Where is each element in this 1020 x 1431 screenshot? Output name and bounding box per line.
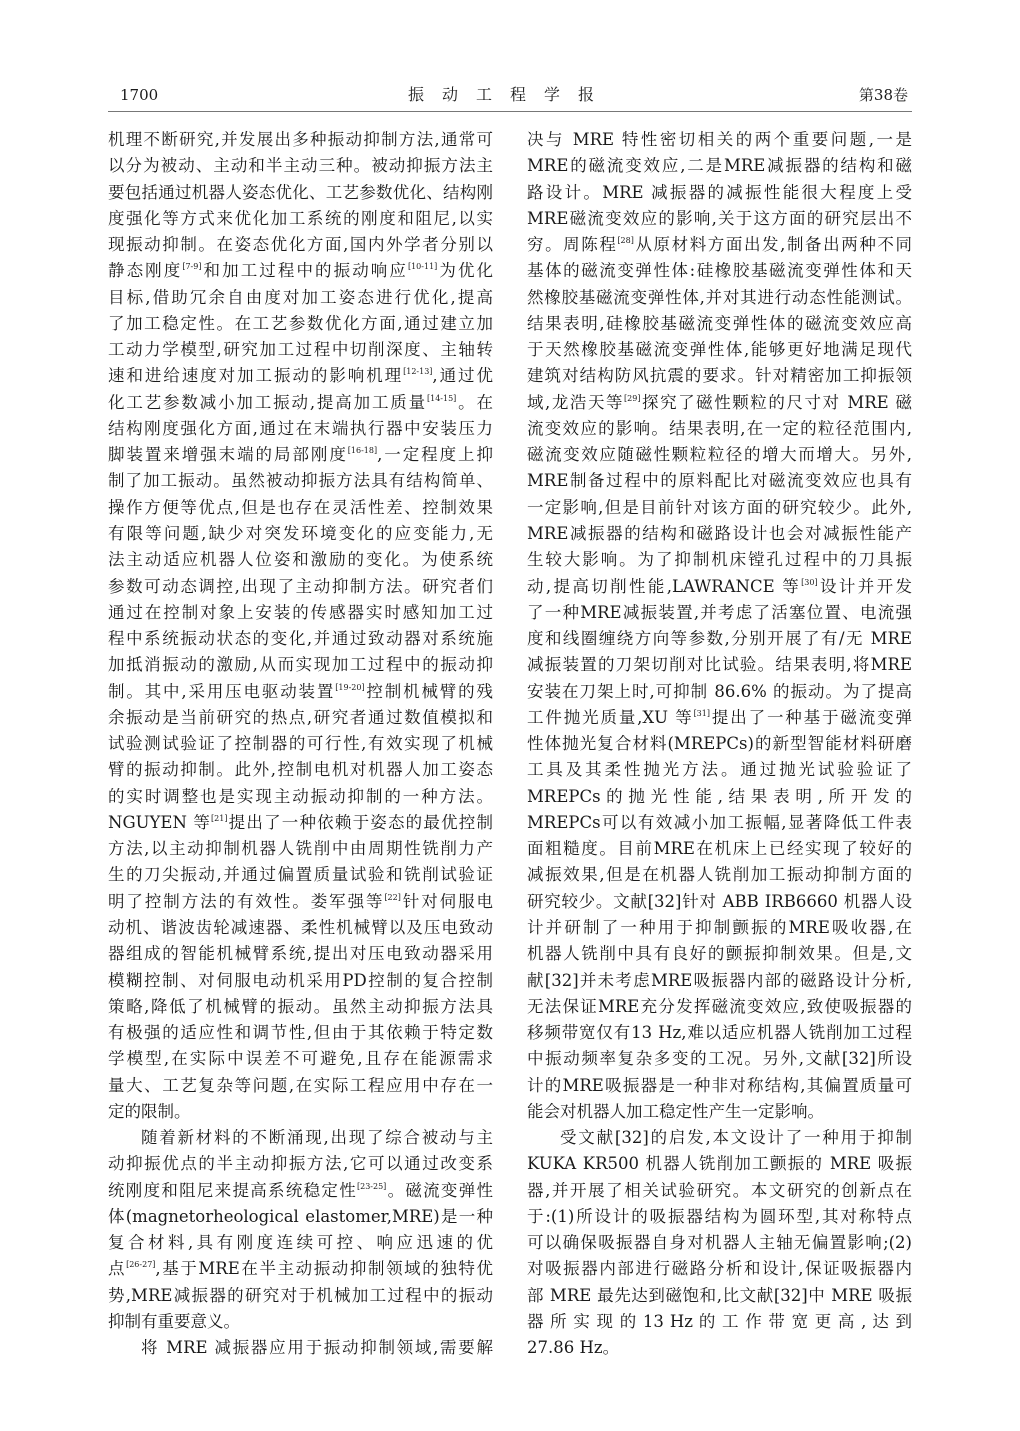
text-segment: 于:(1)所设计的吸振器结构为圆环型,其对称特点 <box>527 1206 912 1226</box>
citation-superscript: [16-18] <box>347 446 378 456</box>
text-line <box>527 232 912 258</box>
text-segment: 器组成的智能机械臂系统,提出对压电致动器采用 <box>108 944 493 964</box>
text-segment: 路设计。MRE 减振器的减振性能很大程度上受 <box>527 182 912 202</box>
text-line <box>108 1046 493 1072</box>
text-segment: 了加工稳定性。在工艺参数优化方面,通过建立加 <box>108 313 493 333</box>
text-line <box>527 889 912 915</box>
text-segment: 受文献[32]的启发,本文设计了一种用于抑制 <box>560 1128 912 1148</box>
citation-superscript: [26-27] <box>126 1260 156 1270</box>
text-line <box>108 1309 493 1335</box>
text-line <box>527 1204 912 1230</box>
text-line <box>527 258 912 284</box>
text-segment: ,一定程度上抑 <box>377 445 493 465</box>
citation-superscript: [31] <box>693 708 710 718</box>
text-segment: MRE磁流变效应的影响,关于这方面的研究层出不 <box>527 208 912 228</box>
citation-superscript: [22] <box>384 892 401 902</box>
text-segment: MREPCs可以有效减小加工振幅,显著降低工件表 <box>527 812 912 832</box>
text-segment: 有限等问题,缺少对突发环境变化的应变能力,无 <box>108 523 493 543</box>
text-segment: 可以确保吸振器自身对机器人主轴无偏置影响;(2) <box>527 1233 912 1253</box>
text-segment: 明了控制方法的有效性。娄军强等 <box>108 891 385 911</box>
text-segment: MREPCs 的 抛 光 性 能 , 结 果 表 明 , 所 开 发 的 <box>527 786 912 806</box>
text-line <box>527 363 912 389</box>
text-line <box>108 731 493 757</box>
text-segment: 以分为被动、主动和半主动三种。被动抑振方法主 <box>108 156 493 176</box>
text-segment: 磁流变效应随磁性颗粒粒径的增大而增大。另外, <box>527 445 912 465</box>
text-segment: 静态刚度 <box>108 261 183 281</box>
text-segment: 速和进给速度对加工振动的影响机理 <box>108 366 404 386</box>
citation-superscript: [21] <box>211 813 228 823</box>
text-segment: 化工艺参数减小加工振动,提高加工质量 <box>108 392 427 412</box>
text-segment: 建筑对结构防风抗震的要求。针对精密加工抑振领 <box>527 366 912 386</box>
text-line <box>108 1230 493 1256</box>
text-segment: 势,MRE减振器的研究对于机械加工过程中的振动 <box>108 1285 493 1305</box>
text-line <box>108 258 493 284</box>
text-segment: 27.86 Hz。 <box>527 1338 620 1358</box>
text-segment: 制了加工振动。虽然被动抑振方法具有结构简单、 <box>108 471 493 491</box>
text-segment: 度强化等方式来优化加工系统的刚度和阻尼,以实 <box>108 208 493 228</box>
citation-superscript: [19-20] <box>335 682 365 692</box>
text-line <box>527 521 912 547</box>
text-segment: 生较大影响。为了抑制机床镗孔过程中的刀具振 <box>527 550 912 570</box>
text-segment: 体(magnetorheological elastomer,MRE)是一种 <box>108 1206 493 1226</box>
text-segment: 抑制有重要意义。 <box>108 1311 240 1331</box>
text-line <box>108 1125 493 1151</box>
text-line <box>108 600 493 626</box>
text-line <box>108 547 493 573</box>
text-segment: NGUYEN 等 <box>108 812 212 832</box>
text-segment: 移频带宽仅有13 Hz,难以适应机器人铣削加工过程 <box>527 1023 912 1043</box>
text-segment: 器 所 实 现 的 13 Hz 的 工 作 带 宽 更 高 , 达 到 <box>527 1311 912 1331</box>
text-segment: MRE制备过程中的原料配比对磁流变效应也具有 <box>527 471 912 491</box>
page-number: 1700 <box>120 86 159 104</box>
text-line <box>527 810 912 836</box>
text-line <box>108 652 493 678</box>
text-line <box>527 915 912 941</box>
text-line <box>108 915 493 941</box>
text-line <box>108 810 493 836</box>
text-segment: 的实时调整也是实现主动振动抑制的一种方法。 <box>108 786 493 806</box>
text-segment: 探究了磁性颗粒的尺寸对 MRE 磁 <box>640 392 912 412</box>
text-line <box>527 285 912 311</box>
text-segment: 操作方便等优点,但是也存在灵活性差、控制效果 <box>108 497 493 517</box>
text-line <box>527 1230 912 1256</box>
text-line <box>108 1073 493 1099</box>
text-line <box>108 626 493 652</box>
text-line <box>108 757 493 783</box>
text-segment: 性体抛光复合材料(MREPCs)的新型智能材料研磨 <box>527 734 912 754</box>
text-segment: 计并研制了一种用于抑制颤振的MRE吸收器,在 <box>527 917 912 937</box>
text-line <box>527 994 912 1020</box>
text-segment: 通过在控制对象上安装的传感器实时感知加工过 <box>108 602 493 622</box>
text-line <box>527 1335 912 1361</box>
text-segment: 对吸振器内部进行磁路分析和设计,保证吸振器内 <box>527 1259 912 1279</box>
text-segment: 机理不断研究,并发展出多种振动抑制方法,通常可 <box>108 130 493 149</box>
text-line <box>108 1020 493 1046</box>
text-segment: 针对伺服电 <box>400 891 493 911</box>
text-segment: 穷。周陈程 <box>527 235 618 255</box>
text-segment: KUKA KR500 机器人铣削加工颤振的 MRE 吸振 <box>527 1154 912 1174</box>
text-line <box>108 1151 493 1177</box>
journal-title: 振动工程学报 <box>407 85 612 104</box>
text-segment: 从原材料方面出发,制备出两种不同 <box>633 235 912 255</box>
text-segment: 度和线圈缠绕方向等参数,分别开展了有/无 MRE <box>527 629 912 649</box>
text-line <box>527 311 912 337</box>
text-line <box>108 442 493 468</box>
text-line <box>108 127 493 153</box>
text-line <box>527 153 912 179</box>
text-segment: ,通过优 <box>432 366 493 386</box>
text-segment: 策略,降低了机械臂的振动。虽然主动抑振方法具 <box>108 996 493 1016</box>
text-segment: 工动力学模型,研究加工过程中切削深度、主轴转 <box>108 340 493 360</box>
text-line <box>108 232 493 258</box>
text-line <box>108 390 493 416</box>
text-segment: 动抑振优点的半主动抑振方法,它可以通过改变系 <box>108 1154 493 1174</box>
text-segment: MRE减振器的结构和磁路设计也会对减振性能产 <box>527 523 912 543</box>
text-line <box>108 495 493 521</box>
text-segment: 然橡胶基磁流变弹性体,并对其进行动态性能测试。 <box>527 287 912 307</box>
text-line <box>527 862 912 888</box>
text-segment: 无法保证MRE充分发挥磁流变效应,致使吸振器的 <box>527 996 912 1016</box>
text-segment: 方法,以主动抑制机器人铣削中由周期性铣削力产 <box>108 839 493 859</box>
citation-superscript: [12-13] <box>403 367 433 377</box>
text-line <box>108 705 493 731</box>
text-line <box>527 1283 912 1309</box>
header-rule <box>108 111 912 112</box>
text-segment: 将 MRE 减振器应用于振动抑制领域,需要解 <box>141 1338 493 1358</box>
text-line <box>108 889 493 915</box>
text-segment: 一定影响,但是目前针对该方面的研究较少。此外, <box>527 497 912 517</box>
text-segment: 有极强的适应性和调节性,但由于其依赖于特定数 <box>108 1023 493 1043</box>
text-line <box>527 784 912 810</box>
text-line <box>108 1335 493 1361</box>
text-segment: 安装在刀架上时,可抑制 86.6% 的振动。为了提高 <box>527 681 912 701</box>
text-line <box>527 705 912 731</box>
text-line <box>527 127 912 153</box>
text-line <box>527 180 912 206</box>
text-line <box>108 679 493 705</box>
text-line <box>527 416 912 442</box>
text-line <box>108 836 493 862</box>
right-column <box>527 127 912 1361</box>
text-segment: 。磁流变弹性 <box>386 1180 493 1200</box>
left-column <box>108 127 493 1361</box>
citation-superscript: [29] <box>624 393 641 403</box>
text-segment: 。在 <box>456 392 493 412</box>
text-line <box>108 180 493 206</box>
text-line <box>527 1125 912 1151</box>
text-segment: 工件抛光质量,XU 等 <box>527 707 694 727</box>
text-segment: 减振效果,但是在机器人铣削加工振动抑制方面的 <box>527 865 912 885</box>
text-line <box>527 679 912 705</box>
text-segment: 统刚度和阻尼来提高系统稳定性 <box>108 1180 357 1200</box>
citation-superscript: [7-9] <box>182 262 202 272</box>
text-segment: 程中系统振动状态的变化,并通过致动器对系统施 <box>108 629 493 649</box>
text-segment: 学模型,在实际中误差不可避免,且存在能源需求 <box>108 1049 493 1069</box>
text-line <box>527 206 912 232</box>
text-line <box>108 1204 493 1230</box>
text-segment: 能会对机器人加工稳定性产生一定影响。 <box>527 1101 824 1121</box>
volume-label: 第38卷 <box>858 86 908 104</box>
text-segment: 试验测试验证了控制器的可行性,有效实现了机械 <box>108 734 493 754</box>
text-line <box>527 1151 912 1177</box>
text-line <box>108 521 493 547</box>
text-segment: 器,并开展了相关试验研究。本文研究的创新点在 <box>527 1180 912 1200</box>
text-line <box>108 206 493 232</box>
text-line <box>527 1256 912 1282</box>
text-segment: 提出了一种依赖于姿态的最优控制 <box>227 812 493 832</box>
text-line <box>527 1020 912 1046</box>
text-line <box>527 757 912 783</box>
text-line <box>527 941 912 967</box>
text-line <box>527 626 912 652</box>
text-line <box>108 468 493 494</box>
text-segment: 参数可动态调控,出现了主动抑制方法。研究者们 <box>108 576 493 596</box>
text-line <box>108 941 493 967</box>
text-line <box>527 390 912 416</box>
text-segment: 工具及其柔性抛光方法。通过抛光试验验证了 <box>527 760 912 780</box>
text-segment: 决与 MRE 特性密切相关的两个重要问题,一是 <box>527 130 912 149</box>
text-segment: 域,龙浩天等 <box>527 392 625 412</box>
text-segment: 制。其中,采用压电驱动装置 <box>108 681 336 701</box>
text-segment: 复合材料,具有刚度连续可控、响应迅速的优 <box>108 1233 493 1253</box>
text-segment: 部 MRE 最先达到磁饱和,比文献[32]中 MRE 吸振 <box>527 1285 912 1305</box>
text-line <box>108 994 493 1020</box>
text-line <box>527 442 912 468</box>
text-segment: 机器人铣削中具有良好的颤振抑制效果。但是,文 <box>527 944 912 964</box>
citation-superscript: [30] <box>801 577 818 587</box>
text-segment: 和加工过程中的振动响应 <box>201 261 408 281</box>
text-segment: 现振动抑制。在姿态优化方面,国内外学者分别以 <box>108 235 493 255</box>
text-segment: 定的限制。 <box>108 1101 191 1121</box>
text-line <box>527 1046 912 1072</box>
text-line <box>108 153 493 179</box>
text-segment: 提出了一种基于磁流变弹 <box>709 707 912 727</box>
text-line <box>527 574 912 600</box>
text-line <box>527 1073 912 1099</box>
text-segment: 结构刚度强化方面,通过在末端执行器中安装压力 <box>108 418 493 438</box>
citation-superscript: [14-15] <box>427 393 457 403</box>
text-segment: 设计并开发 <box>817 576 912 596</box>
text-segment: 流变效应的影响。结果表明,在一定的粒径范围内, <box>527 418 912 438</box>
text-segment: 基体的磁流变弹性体:硅橡胶基磁流变弹性体和天 <box>527 261 912 281</box>
text-line <box>108 363 493 389</box>
text-line <box>108 416 493 442</box>
text-line <box>527 600 912 626</box>
text-segment: 要包括通过机器人姿态优化、工艺参数优化、结构刚 <box>108 182 493 202</box>
text-line <box>108 784 493 810</box>
text-segment: 臂的振动抑制。此外,控制电机对机器人加工姿态 <box>108 760 493 780</box>
text-line <box>108 311 493 337</box>
text-segment: 量大、工艺复杂等问题,在实际工程应用中存在一 <box>108 1075 493 1095</box>
text-line <box>108 1283 493 1309</box>
text-line <box>108 968 493 994</box>
text-segment: 减振装置的刀架切削对比试验。结果表明,将MRE <box>527 655 912 675</box>
text-segment: 生的刀尖振动,并通过偏置质量试验和铣削试验证 <box>108 865 493 885</box>
citation-superscript: [23-25] <box>356 1181 387 1191</box>
text-segment: 中振动频率复杂多变的工况。另外,文献[32]所设 <box>527 1049 912 1069</box>
text-segment: ,基于MRE在半主动振动抑制领域的独特优 <box>155 1259 493 1279</box>
text-line <box>108 574 493 600</box>
text-line <box>527 468 912 494</box>
text-line <box>108 337 493 363</box>
text-segment: 面粗糙度。目前MRE在机床上已经实现了较好的 <box>527 839 912 859</box>
text-segment: 脚装置来增强末端的局部刚度 <box>108 445 348 465</box>
text-line <box>527 1178 912 1204</box>
text-segment: 法主动适应机器人位姿和激励的变化。为使系统 <box>108 550 493 570</box>
text-line <box>527 1309 912 1335</box>
text-line <box>527 836 912 862</box>
text-line <box>527 731 912 757</box>
text-line <box>527 495 912 521</box>
text-segment: MRE的磁流变效应,二是MRE减振器的结构和磁 <box>527 156 912 176</box>
text-line <box>108 1099 493 1125</box>
text-segment: 余振动是当前研究的热点,研究者通过数值模拟和 <box>108 707 493 727</box>
text-line <box>527 968 912 994</box>
text-segment: 随着新材料的不断涌现,出现了综合被动与主 <box>141 1128 493 1148</box>
text-line <box>527 547 912 573</box>
text-line <box>108 285 493 311</box>
text-segment: 为优化 <box>437 261 493 281</box>
text-line <box>108 1256 493 1282</box>
text-segment: 计的MRE吸振器是一种非对称结构,其偏置质量可 <box>527 1075 912 1095</box>
text-line <box>527 337 912 363</box>
text-line <box>527 1099 912 1125</box>
text-segment: 动机、谐波齿轮减速器、柔性机械臂以及压电致动 <box>108 917 493 937</box>
text-line <box>108 1178 493 1204</box>
citation-superscript: [10-11] <box>407 262 438 272</box>
text-segment: 控制机械臂的残 <box>364 681 493 701</box>
text-segment: 研究较少。文献[32]针对 ABB IRB6660 机器人设 <box>527 891 912 911</box>
text-segment: 于天然橡胶基磁流变弹性体,能够更好地满足现代 <box>527 340 912 360</box>
text-segment: 目标,借助冗余自由度对加工姿态进行优化,提高 <box>108 287 493 307</box>
text-segment: 加抵消振动的激励,从而实现加工过程中的振动抑 <box>108 655 493 675</box>
citation-superscript: [28] <box>617 236 634 246</box>
text-line <box>527 652 912 678</box>
text-segment: 模糊控制、对伺服电动机采用PD控制的复合控制 <box>108 970 493 990</box>
text-segment: 点 <box>108 1259 127 1279</box>
text-line <box>108 862 493 888</box>
text-segment: 结果表明,硅橡胶基磁流变弹性体的磁流变效应高 <box>527 313 912 333</box>
text-segment: 了一种MRE减振装置,并考虑了活塞位置、电流强 <box>527 602 912 622</box>
text-segment: 动,提高切削性能,LAWRANCE 等 <box>527 576 802 596</box>
text-segment: 献[32]并未考虑MRE吸振器内部的磁路设计分析, <box>527 970 912 990</box>
